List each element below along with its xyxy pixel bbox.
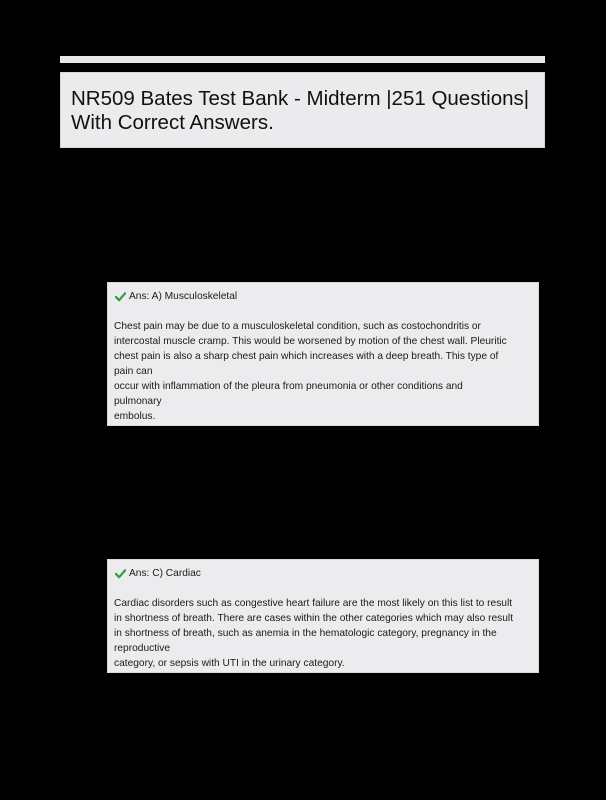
explanation-line: pulmonary: [114, 396, 162, 407]
title-box: [60, 72, 545, 148]
explanation-line: pain can: [114, 366, 153, 377]
explanation-line: in shortness of breath. There are cases within the other categories which may also result: [114, 613, 514, 624]
answer-label: Ans: A) Musculoskeletal: [129, 291, 238, 302]
answer-label: Ans: C) Cardiac: [129, 568, 201, 579]
check-icon: [115, 291, 126, 302]
answer-line: [114, 566, 532, 581]
answer-line: [114, 289, 532, 304]
answer-box-1: [107, 282, 539, 426]
explanation-line: intercostal muscle cramp. This would be worsened by motion of the chest wall. Pleuritic: [114, 336, 507, 347]
answer-explanation: [114, 319, 532, 424]
answer-explanation: [114, 596, 532, 671]
answer-box-2: [107, 559, 539, 673]
explanation-line: Cardiac disorders such as congestive heart failure are the most likely on this list to result: [114, 598, 513, 609]
explanation-line: chest pain is also a sharp chest pain which increases with a deep breath. This type of: [114, 351, 499, 362]
explanation-line: in shortness of breath, such as anemia in the hematologic category, pregnancy in the: [114, 628, 497, 639]
explanation-line: embolus.: [114, 411, 156, 422]
header-rule: [60, 56, 545, 63]
document-title: NR509 Bates Test Bank - Midterm |251 Questions| With Correct Answers.: [71, 87, 530, 134]
explanation-line: Chest pain may be due to a musculoskeletal condition, such as costochondritis or: [114, 321, 481, 332]
explanation-line: occur with inflammation of the pleura from pneumonia or other conditions and: [114, 381, 463, 392]
check-icon: [115, 568, 126, 579]
explanation-line: reproductive: [114, 643, 171, 654]
explanation-line: category, or sepsis with UTI in the urinary category.: [114, 658, 345, 669]
